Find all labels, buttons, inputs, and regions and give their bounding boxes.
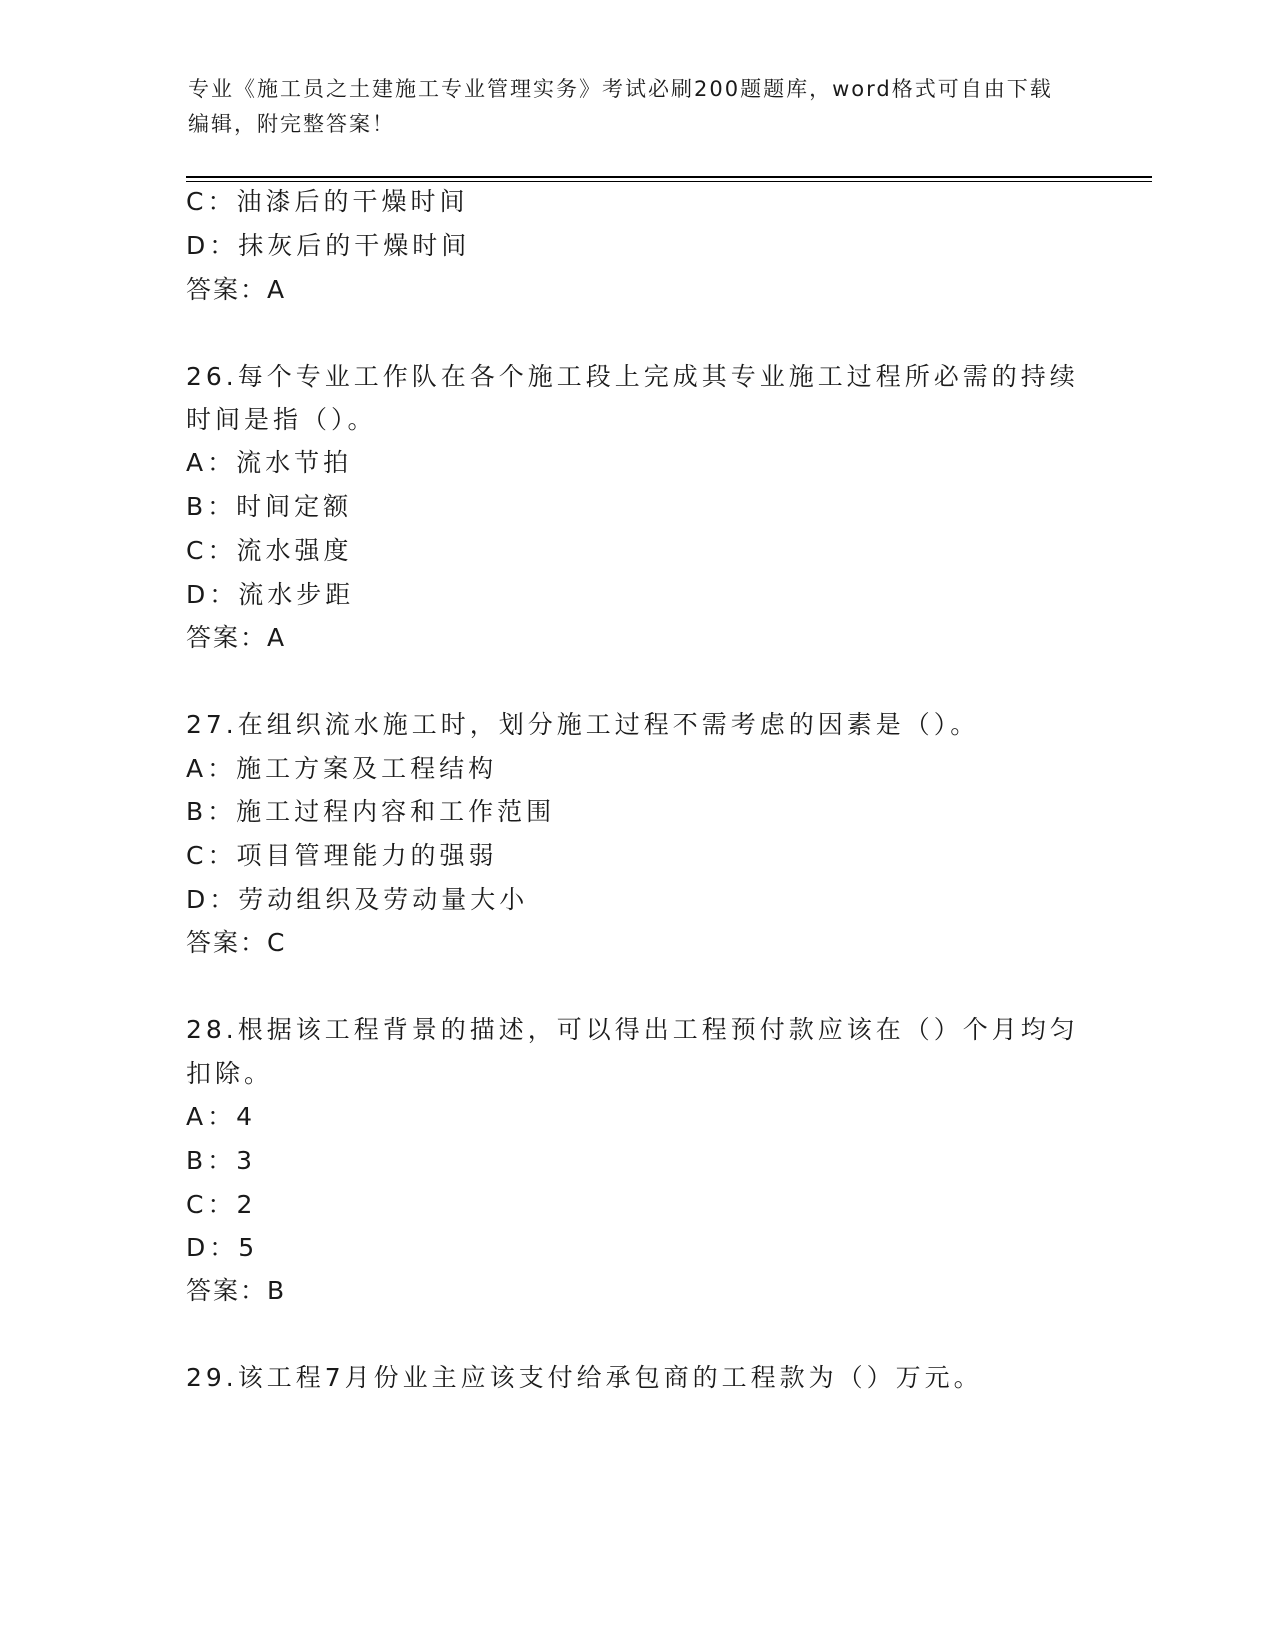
answer-value: C (267, 928, 287, 957)
option-b: B：时间定额 (186, 492, 353, 521)
answer-line (186, 1275, 286, 1307)
option-d: D：5 (186, 1233, 259, 1262)
answer-label: 答案： (186, 275, 268, 304)
answer-value: A (267, 623, 287, 652)
option-c: C：项目管理能力的强弱 (186, 841, 498, 870)
option-b: B：施工过程内容和工作范围 (186, 797, 556, 826)
option-d: D：抹灰后的干燥时间 (186, 231, 471, 260)
header-rule-thick (186, 176, 1152, 178)
option-a: A：施工方案及工程结构 (186, 754, 498, 783)
question-stem: 28.根据该工程背景的描述，可以得出工程预付款应该在（）个月均匀 (186, 1015, 1079, 1044)
option-b: B：3 (186, 1146, 257, 1175)
option-d: D：劳动组织及劳动量大小 (186, 885, 529, 914)
option-d: D：流水步距 (186, 580, 355, 609)
question-stem-continued: 时间是指（）。 (186, 405, 377, 434)
answer-label: 答案： (186, 928, 268, 957)
option-c: C：流水强度 (186, 536, 353, 565)
option-a: A：4 (186, 1102, 257, 1131)
answer-value: B (267, 1276, 287, 1305)
answer-line (186, 274, 286, 306)
question-stem: 29.该工程7月份业主应该支付给承包商的工程款为（）万元。 (186, 1363, 983, 1392)
header-rule-thin (186, 181, 1152, 182)
option-a: A：流水节拍 (186, 448, 353, 477)
option-c: C：2 (186, 1190, 257, 1219)
option-c: C：油漆后的干燥时间 (186, 187, 469, 216)
question-stem-continued: 扣除。 (186, 1059, 274, 1088)
question-stem: 26.每个专业工作队在各个施工段上完成其专业施工过程所必需的持续 (186, 362, 1079, 391)
answer-label: 答案： (186, 623, 268, 652)
document-header: 专业《施工员之土建施工专业管理实务》考试必刷200题题库，word格式可自由下载编辑，附完整答案！ (188, 77, 1053, 136)
answer-line (186, 927, 286, 959)
answer-line (186, 622, 286, 654)
answer-value: A (267, 275, 287, 304)
question-stem: 27.在组织流水施工时，划分施工过程不需考虑的因素是（）。 (186, 710, 980, 739)
answer-label: 答案： (186, 1276, 268, 1305)
